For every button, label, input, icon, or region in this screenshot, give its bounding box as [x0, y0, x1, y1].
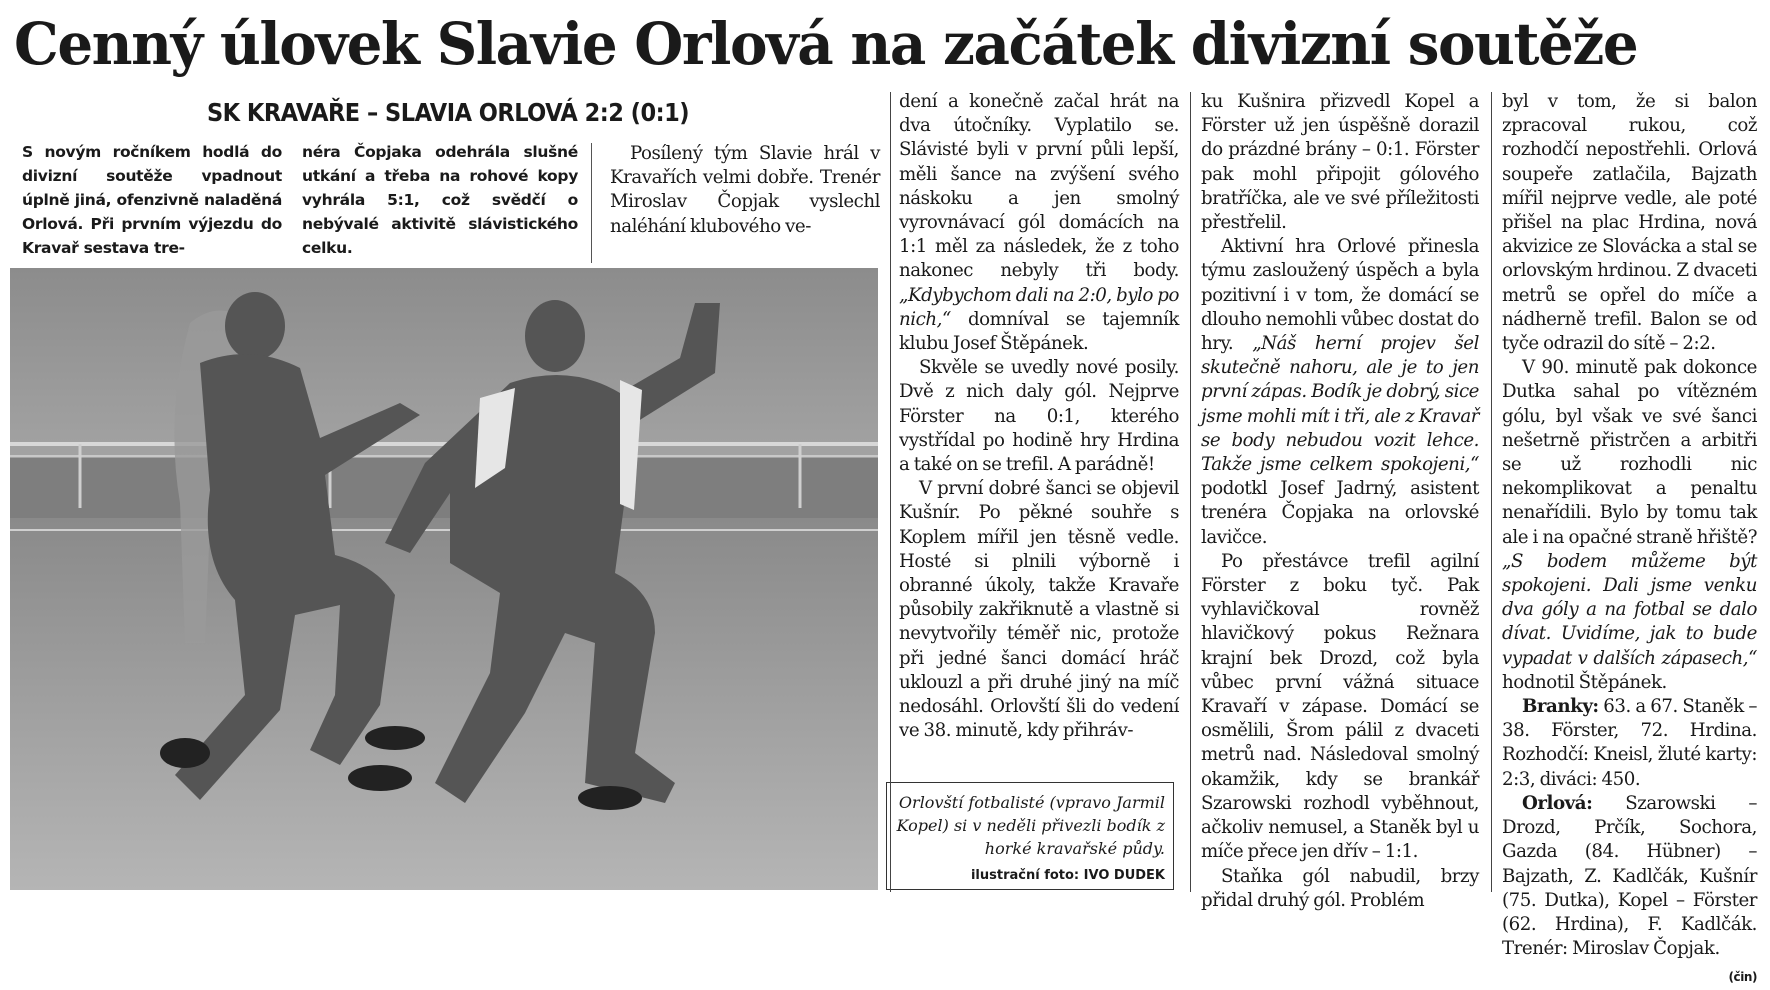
match-photo	[10, 268, 878, 890]
column-divider	[1491, 92, 1492, 892]
goals-info	[1502, 695, 1757, 792]
body-column-3	[1201, 90, 1479, 911]
lead-divider	[591, 143, 592, 263]
body-column-1	[610, 142, 880, 262]
photo-credit: ilustrační foto: IVO DUDEK	[970, 868, 1165, 883]
quote-text: „Náš herní projev šel skutečně nahoru, ale je to jen první zápas. Bodík je dobrý, sice jsme mohli mít i tři, ale z Kravař se body nebudou vozit lehce. Takže jsme celkem spokojeni,“	[1201, 333, 1479, 476]
body-column-2	[899, 90, 1179, 888]
body-paragraph: Posílený tým Slavie hrál v Kravařích velmi dobře. Trenér Miroslav Čopjak vyslechl naléhání klubového ve-	[610, 143, 880, 237]
paragraph-text: hodnotil Štěpánek.	[1502, 671, 1667, 693]
body-column-4	[1502, 90, 1757, 985]
paragraph-text: dení a konečně začal hrát na dva útočníky. Vyplatilo se. Slávisté byli v první půli lepší, měli šance na zvýšení svého náskoku a jen smolný vyrovnávací gól domácích na 1:1 měl za následek, že z toho nakonec nebyly tři body.	[899, 91, 1179, 282]
body-paragraph: byl v tom, že si balon zpracoval rukou, což rozhodčí nepostřehli. Orlová soupeře zatlačila, Bajzath mířil nejprve vedle, ale poté přišel na plac Hrdina, nová akvizice ze Slovácka a stal se orlovským hrdinou. Z dvaceti metrů se opřel do míče a nádherně trefil. Balon se od tyče odrazil do sítě – 2:2.	[1502, 91, 1757, 355]
body-paragraph: Staňka gól nabudil, brzy přidal druhý gól. Problém	[1201, 865, 1479, 911]
lineup-text: Szarowski – Drozd, Prčík, Sochora, Gazda (84. Hübner) – Bajzath, Z. Kadlčák, Kušnír (75. Dutka), Kopel – Förster (62. Hrdina), F. Kadlčák. Trenér: Miroslav Čopjak.	[1502, 792, 1757, 960]
lead-paragraph-part-1: S novým ročníkem hodlá do divizní soutěže vpadnout úplně jiná, ofenzivně naladěná Orlová. Při prvním výjezdu do Kravař sestava tre-	[22, 143, 282, 257]
match-result-subhead: SK KRAVAŘE – SLAVIA ORLOVÁ 2:2 (0:1)	[206, 98, 690, 127]
body-paragraph	[1502, 356, 1757, 695]
goals-label: Branky:	[1522, 696, 1599, 718]
paragraph-text: domníval se tajemník klubu Josef Štěpánek.	[899, 308, 1179, 355]
body-paragraph	[899, 90, 1179, 356]
quote-text: „S bodem můžeme být spokojeni. Dali jsme venku dva góly a na fotbal se dalo dívat. Uvidíme, jak to bude vypadat v dalších zápasech,“	[1502, 550, 1757, 669]
photo-caption: Orlovští fotbalisté (vpravo Jarmil Kopel) si v neděli přivezli bodík z horké kravařské půdy.	[896, 793, 1165, 858]
paragraph-text: V 90. minutě pak dokonce Dutka sahal po vítězném gólu, byl však ve své šanci nešetrně přistrčen a arbitři se už rozhodli nic nekomplikovat a penaltu nenařídili. Bylo by tomu tak ale i na opačné straně hřiště?	[1502, 357, 1757, 548]
goals-text: 63. a 67. Staněk – 38. Förster, 72. Hrdina. Rozhodčí: Kneisl, žluté karty: 2:3, diváci: 450.	[1502, 696, 1757, 790]
article-headline: Cenný úlovek Slavie Orlová na začátek divizní soutěže	[14, 10, 1638, 78]
lineup-label: Orlová:	[1522, 792, 1593, 814]
lineup-info	[1502, 792, 1757, 985]
paragraph-text: podotkl Josef Jadrný, asistent trenéra Čopjaka na orlovské lavičce.	[1201, 478, 1479, 548]
body-paragraph: Skvěle se uvedly nové posily. Dvě z nich daly gól. Nejprve Förster na 0:1, kterého vystřídal po hodině hry Hrdina a také on se trefil. A parádně!	[899, 357, 1179, 476]
body-paragraph	[1201, 235, 1479, 550]
author-signature: (čin)	[1728, 970, 1757, 985]
body-paragraph: ku Kušnira přizvedl Kopel a Förster už jen úspěšně dorazil do prázdné brány – 0:1. Förster pak mohl připojit gólového bratříčka, ale ve své příležitosti přestřelil.	[1201, 91, 1479, 234]
football-players-image	[10, 268, 878, 890]
column-divider	[1190, 92, 1191, 892]
paragraph-text: Aktivní hra Orlové přinesla týmu zasloužený úspěch a byla pozitivní i v tom, že domácí se dlouho nemohli vůbec dostat do hry.	[1201, 236, 1479, 355]
quote-text: „Kdybychom dali na 2:0, bylo po nich,“	[899, 284, 1179, 330]
body-paragraph: V první dobré šanci se objevil Kušnír. Po pěkné souhře s Koplem mířil jen těsně vedle. Hosté si plnili výborně i obranné úkoly, takže Kravaře působily zakřiknutě a vlastně si nevytvořily téměř nic, protože při jedné šanci domácí hráč uklouzl a při druhé jiný na míč nedosáhl. Orlovští šli do vedení ve 38. minutě, kdy přihráv-	[899, 478, 1179, 742]
column-divider	[890, 92, 891, 892]
body-paragraph: Po přestávce trefil agilní Förster z boku tyč. Pak vyhlavičkoval rovněž hlavičkový pokus Režnara krajní bek Drozd, což byla vůbec první vážná situace Kravaří v zápase. Domácí se osmělili, Šrom pálil z dvaceti metrů nad. Následoval smolný okamžik, kdy se brankář Szarowski rozhodl vyběhnout, ačkoliv nemusel, a Staněk byl u míče přece jen dřív – 1:1.	[1201, 550, 1479, 863]
lead-paragraph-part-2: néra Čopjaka odehrála slušné utkání a třeba na rohové kopy vyhrála 5:1, což svědčí o nebývalé aktivitě slávistického celku.	[302, 143, 578, 257]
